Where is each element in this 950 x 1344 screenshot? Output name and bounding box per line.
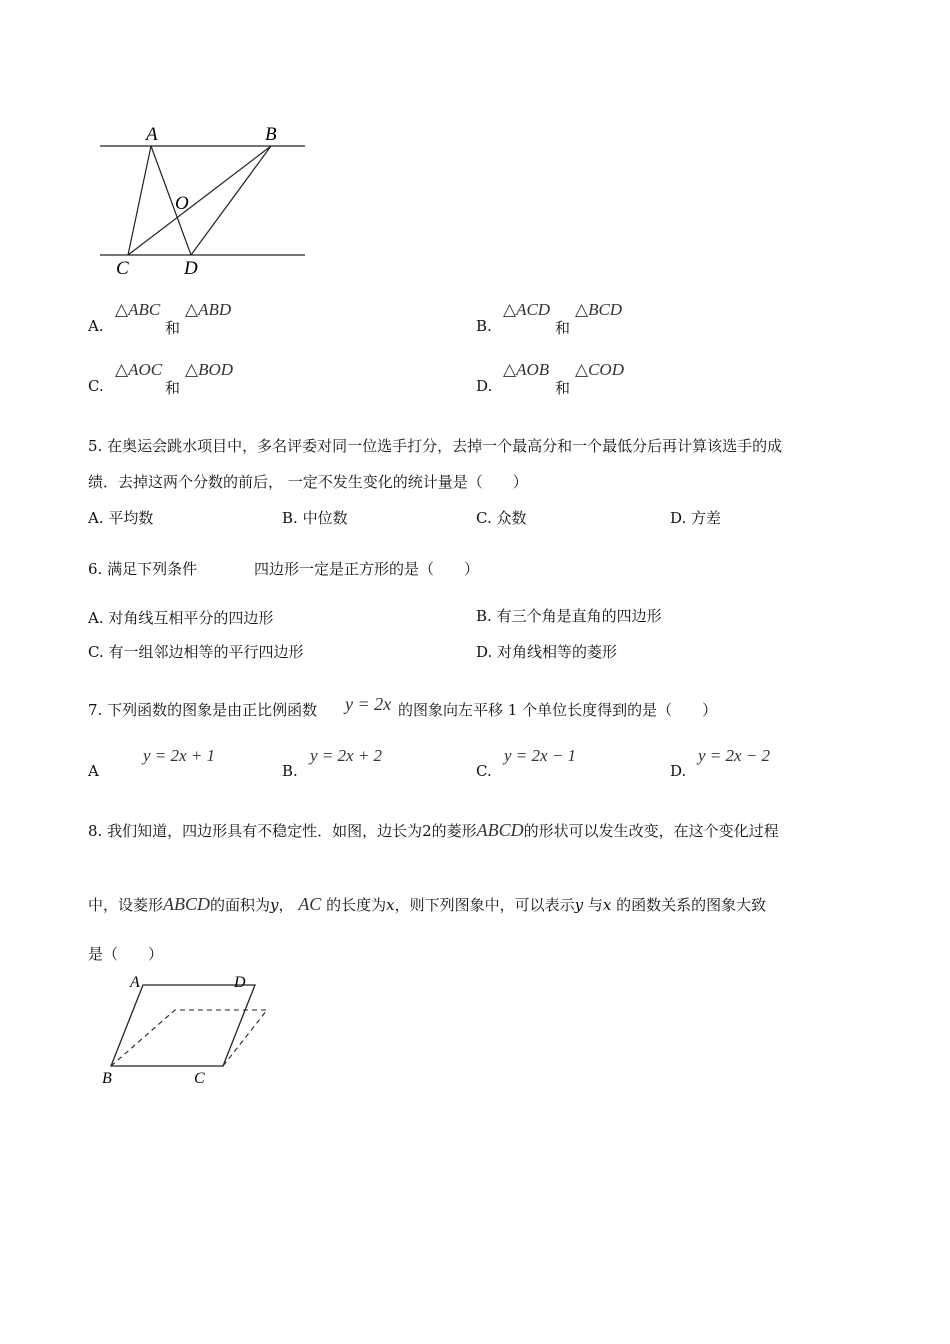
triangle-left: △ABC: [115, 300, 161, 319]
conj-he: 和: [165, 319, 181, 337]
q8-segment-ac: AC: [298, 894, 322, 914]
option-formula: y = 2x − 2: [698, 746, 771, 765]
conj-he: 和: [165, 379, 181, 397]
q5-stem-line2: 绩．去掉这两个分数的前后， 一定不发生变化的统计量是（ ）: [88, 473, 528, 491]
label-c: C: [194, 1070, 205, 1087]
q8-text: 的长度为: [326, 896, 387, 914]
q7-stem-math: y = 2x: [345, 694, 392, 714]
q7-stem-b: 的图象向左平移 1 个单位长度得到的是（ ）: [398, 701, 718, 719]
option-formula: y = 2x − 1: [504, 746, 577, 765]
option-letter: B.: [282, 509, 298, 527]
conj-he: 和: [555, 379, 571, 397]
option-text: 有三个角是直角的四边形: [496, 607, 662, 625]
q5-option-b[interactable]: [282, 508, 348, 528]
conj-he: 和: [555, 319, 571, 337]
option-letter: B.: [476, 317, 492, 335]
q8-text: ，: [278, 896, 294, 914]
option-letter: D.: [476, 377, 493, 395]
q8-text: 与: [587, 896, 603, 914]
q8-var-x: x: [386, 896, 395, 914]
q5-stem-line1: 5. 在奥运会跳水项目中，多名评委对同一位选手打分，去掉一个最高分和一个最低分后再计算该选手的成: [88, 437, 783, 455]
q8-var-x: x: [602, 896, 612, 914]
segment-bd: [191, 146, 271, 255]
option-letter: B.: [282, 762, 298, 780]
q8-text: 中，设菱形: [88, 896, 164, 914]
q8-side-length: 2: [422, 822, 432, 840]
q8-text: 的菱形: [431, 822, 477, 840]
option-letter: C.: [476, 762, 492, 780]
option-text: 方差: [691, 509, 722, 527]
q8-stem-line1: [88, 820, 779, 841]
parallel-lines-figure: [95, 120, 310, 280]
option-text: 中位数: [302, 509, 348, 527]
q6-stem-b: 四边形一定是正方形的是（ ）: [254, 560, 480, 578]
option-text: 平均数: [108, 509, 154, 527]
q6-option-a[interactable]: [88, 608, 273, 628]
option-text: 有一组邻边相等的平行四边形: [108, 643, 304, 661]
triangle-right: △BOD: [185, 360, 234, 379]
q8-var-y: y: [270, 896, 279, 914]
q8-text: 的面积为: [210, 896, 271, 914]
q8-text: 的形状可以发生改变，在这个变化过程: [523, 822, 779, 840]
triangle-right: △COD: [575, 360, 624, 379]
q8-var-y: y: [574, 896, 584, 914]
option-letter: D.: [476, 643, 493, 661]
option-letter: A.: [88, 609, 104, 627]
segment-bc: [128, 146, 271, 255]
label-b: B: [265, 124, 277, 145]
option-letter: C.: [88, 643, 104, 661]
option-text: 对角线相等的菱形: [497, 643, 618, 661]
rhombus-figure: [95, 968, 280, 1093]
q5-option-a[interactable]: [88, 508, 153, 528]
option-text: 对角线互相平分的四边形: [108, 609, 274, 627]
triangle-left: △AOB: [503, 360, 550, 379]
option-text: 众数: [496, 509, 527, 527]
q6-stem-a: 6. 满足下列条件: [88, 560, 198, 578]
label-c: C: [116, 258, 129, 279]
q5-option-c[interactable]: [476, 508, 527, 528]
option-formula: y = 2x + 2: [310, 746, 383, 765]
label-b: B: [102, 1070, 112, 1087]
label-a: A: [130, 974, 140, 991]
option-letter: A.: [88, 317, 104, 335]
label-d: D: [234, 974, 246, 991]
q6-option-c[interactable]: [88, 642, 304, 662]
q8-text: 的函数关系的图象大致: [616, 896, 767, 914]
deformed-rhombus-dashed: [111, 1010, 267, 1066]
triangle-left: △AOC: [115, 360, 163, 379]
option-letter: C.: [476, 509, 492, 527]
option-letter: A.: [88, 509, 104, 527]
q8-stem-line2: [88, 894, 766, 915]
q8-text: ，则下列图象中，可以表示: [394, 896, 575, 914]
option-letter: D.: [670, 509, 687, 527]
rhombus-abcd: [111, 985, 255, 1066]
triangle-left: △ACD: [503, 300, 551, 319]
q7-stem-a: 7. 下列函数的图象是由正比例函数: [88, 701, 318, 719]
q5-option-d[interactable]: [670, 508, 721, 528]
option-letter: C.: [88, 377, 104, 395]
label-a: A: [146, 124, 158, 145]
q8-stem-line3: 是（ ）: [88, 945, 164, 963]
option-letter: D.: [670, 762, 687, 780]
triangle-right: △BCD: [575, 300, 623, 319]
q8-rhombus-name: ABCD: [163, 894, 211, 914]
label-d: D: [184, 258, 198, 279]
q6-option-d[interactable]: [476, 642, 617, 662]
option-letter: A: [88, 762, 99, 780]
q8-text: 8. 我们知道，四边形具有不稳定性．如图，边长为: [88, 822, 423, 840]
option-letter: B.: [476, 607, 492, 625]
label-o: O: [175, 193, 189, 214]
triangle-right: △ABD: [185, 300, 232, 319]
segment-ac: [128, 146, 151, 255]
q8-rhombus-name: ABCD: [476, 820, 524, 840]
option-formula: y = 2x + 1: [143, 746, 216, 765]
q6-option-b[interactable]: [476, 606, 662, 626]
